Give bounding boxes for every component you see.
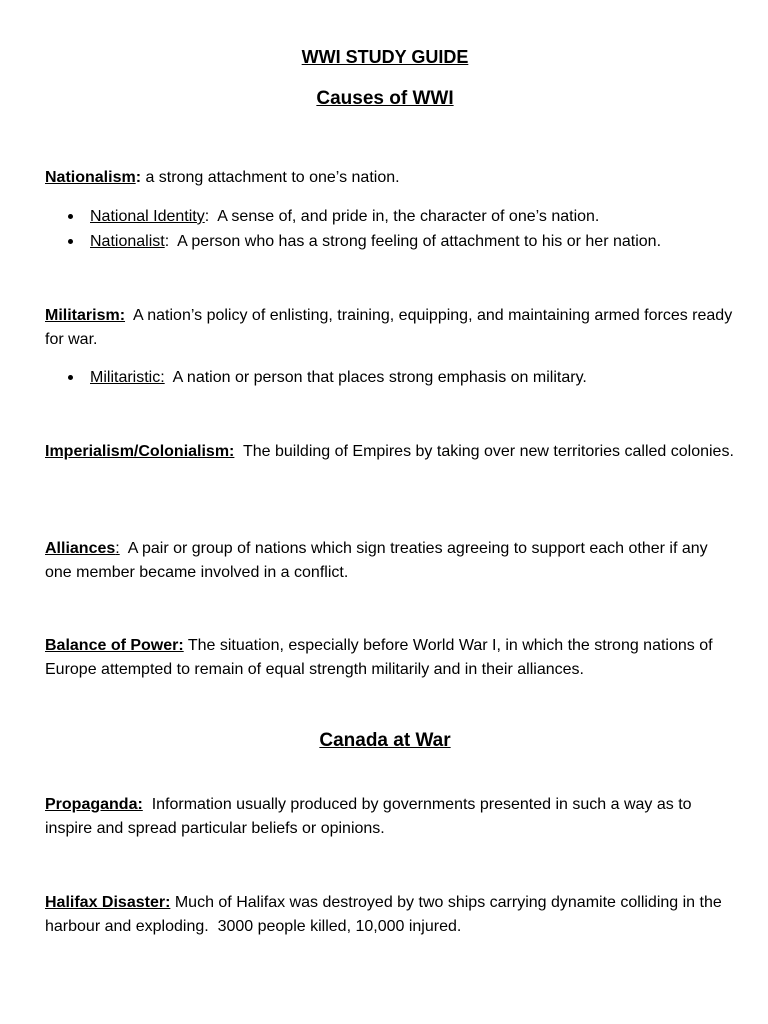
term-colon: : [115, 540, 120, 557]
bullet-term: National Identity [90, 208, 205, 225]
term-halifax-disaster [45, 891, 735, 939]
list-item [45, 204, 735, 229]
bullet-text: A nation or person that places strong emphasis on military. [164, 369, 587, 386]
term-definition: Much of Halifax was destroyed by two ships carrying dynamite colliding in the harbour and exploding. 3000 people killed, 10,000 injured. [45, 894, 727, 935]
section-title-causes: Causes of WWI [316, 88, 454, 109]
term-definition: A nation’s policy of enlisting, training, equipping, and maintaining armed forces ready for war. [45, 307, 737, 348]
bullet-icon [68, 239, 73, 244]
militarism-bullet-list [45, 365, 735, 390]
term-definition: A pair or group of nations which sign treaties agreeing to support each other if any one member became involved in a conflict. [45, 540, 713, 581]
term-label: Balance of Power: [45, 637, 184, 654]
bullet-text: : A person who has a strong feeling of attachment to his or her nation. [164, 233, 662, 250]
term-definition: Information usually produced by governments presented in such a way as to inspire and spread particular beliefs or opinions. [45, 796, 696, 837]
term-label: Nationalism [45, 169, 136, 186]
term-nationalism [45, 166, 735, 190]
nationalism-bullet-list [45, 204, 735, 254]
term-label: Alliances [45, 540, 116, 557]
section-title-canada: Canada at War [319, 730, 451, 751]
term-label: Propaganda: [45, 796, 143, 813]
bullet-text: : A sense of, and pride in, the character of one’s nation. [204, 208, 600, 225]
bullet-term: Nationalist [90, 233, 165, 250]
document-title: WWI STUDY GUIDE [301, 47, 469, 67]
term-propaganda [45, 793, 735, 841]
term-label: Imperialism/Colonialism: [45, 443, 235, 460]
term-militarism [45, 304, 735, 352]
term-colon: : [135, 169, 142, 186]
term-definition: The situation, especially before World War I, in which the strong nations of Europe attempted to remain of equal strength militarily and in their alliances. [45, 637, 718, 678]
term-imperialism [45, 440, 735, 464]
term-alliances [45, 537, 735, 585]
term-balance-of-power [45, 634, 735, 682]
bullet-icon [68, 214, 73, 219]
bullet-icon [68, 375, 73, 380]
term-definition: The building of Empires by taking over new territories called colonies. [234, 443, 734, 460]
list-item [45, 365, 735, 390]
term-definition: a strong attachment to one’s nation. [141, 169, 400, 186]
term-label: Halifax Disaster: [45, 894, 171, 911]
term-label: Militarism: [45, 307, 126, 324]
list-item [45, 229, 735, 254]
bullet-term: Militaristic: [90, 369, 165, 386]
